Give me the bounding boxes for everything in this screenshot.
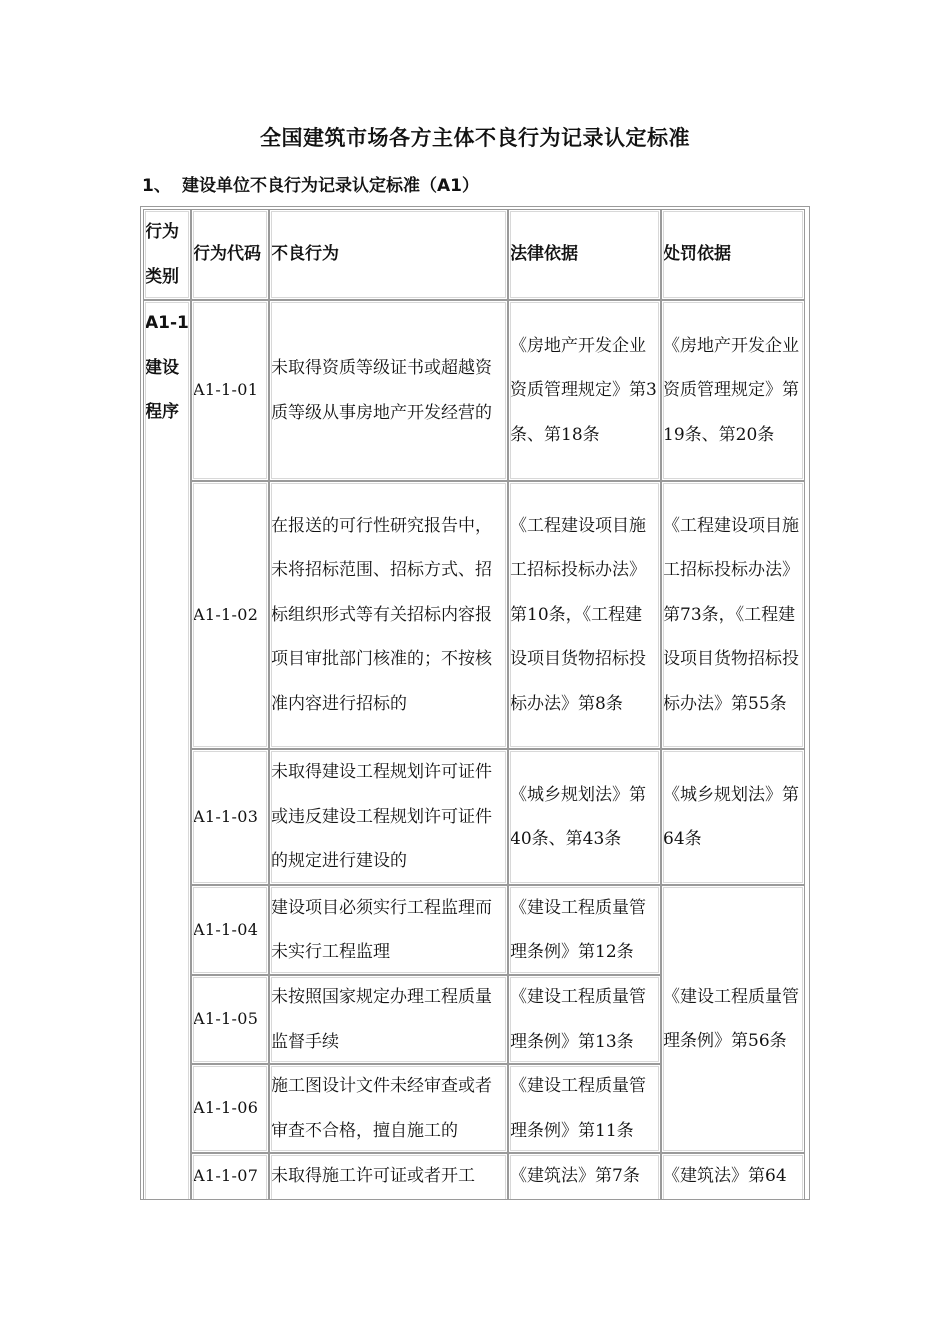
document-title: 全国建筑市场各方主体不良行为记录认定标准 xyxy=(260,126,690,150)
row-legal-basis: 《建设工程质量管理条例》第12条 xyxy=(508,885,661,975)
header-code: 行为代码 xyxy=(191,209,269,300)
row-legal-basis: 《建设工程质量管理条例》第13条 xyxy=(508,975,661,1064)
section-number: 1、 xyxy=(142,176,171,196)
header-penalty-basis: 处罚依据 xyxy=(661,209,805,300)
standards-table xyxy=(140,206,810,1200)
row-code: A1-1-05 xyxy=(191,975,269,1064)
row-legal-basis: 《房地产开发企业资质管理规定》第3条、第18条 xyxy=(508,300,661,481)
section-title: 建设单位不良行为记录认定标准（A1） xyxy=(182,176,479,196)
row-behavior: 施工图设计文件未经审查或者审查不合格，擅自施工的 xyxy=(269,1064,508,1153)
row-legal-basis: 《建筑法》第7条 xyxy=(508,1153,661,1200)
row-penalty-basis: 《房地产开发企业资质管理规定》第19条、第20条 xyxy=(661,300,805,481)
row-behavior: 未取得施工许可证或者开工 xyxy=(269,1153,508,1200)
row-code: A1-1-02 xyxy=(191,481,269,749)
row-behavior: 未取得建设工程规划许可证件或违反建设工程规划许可证件的规定进行建设的 xyxy=(269,749,508,885)
header-behavior: 不良行为 xyxy=(269,209,508,300)
row-penalty-basis: 《建筑法》第64 xyxy=(661,1153,805,1200)
row-legal-basis: 《建设工程质量管理条例》第11条 xyxy=(508,1064,661,1153)
row-behavior: 建设项目必须实行工程监理而未实行工程监理 xyxy=(269,885,508,975)
row-code: A1-1-03 xyxy=(191,749,269,885)
row-penalty-basis: 《城乡规划法》第64条 xyxy=(661,749,805,885)
row-penalty-basis: 《工程建设项目施工招标投标办法》第73条，《工程建设项目货物招标投标办法》第55条 xyxy=(661,481,805,749)
row-legal-basis: 《工程建设项目施工招标投标办法》第10条，《工程建设项目货物招标投标办法》第8条 xyxy=(508,481,661,749)
row-behavior: 未按照国家规定办理工程质量监督手续 xyxy=(269,975,508,1064)
header-legal-basis: 法律依据 xyxy=(508,209,661,300)
merged-penalty-basis: 《建设工程质量管理条例》第56条 xyxy=(661,885,805,1153)
row-code: A1-1-06 xyxy=(191,1064,269,1153)
category-cell: A1-1建设程序 xyxy=(143,300,191,1200)
row-code: A1-1-04 xyxy=(191,885,269,975)
section-heading xyxy=(142,171,479,196)
row-behavior: 未取得资质等级证书或超越资质等级从事房地产开发经营的 xyxy=(269,300,508,481)
row-code: A1-1-01 xyxy=(191,300,269,481)
header-category: 行为类别 xyxy=(143,209,191,300)
row-legal-basis: 《城乡规划法》第40条、第43条 xyxy=(508,749,661,885)
row-code: A1-1-07 xyxy=(191,1153,269,1200)
row-behavior: 在报送的可行性研究报告中，未将招标范围、招标方式、招标组织形式等有关招标内容报项目审批部门核准的；不按核准内容进行招标的 xyxy=(269,481,508,749)
